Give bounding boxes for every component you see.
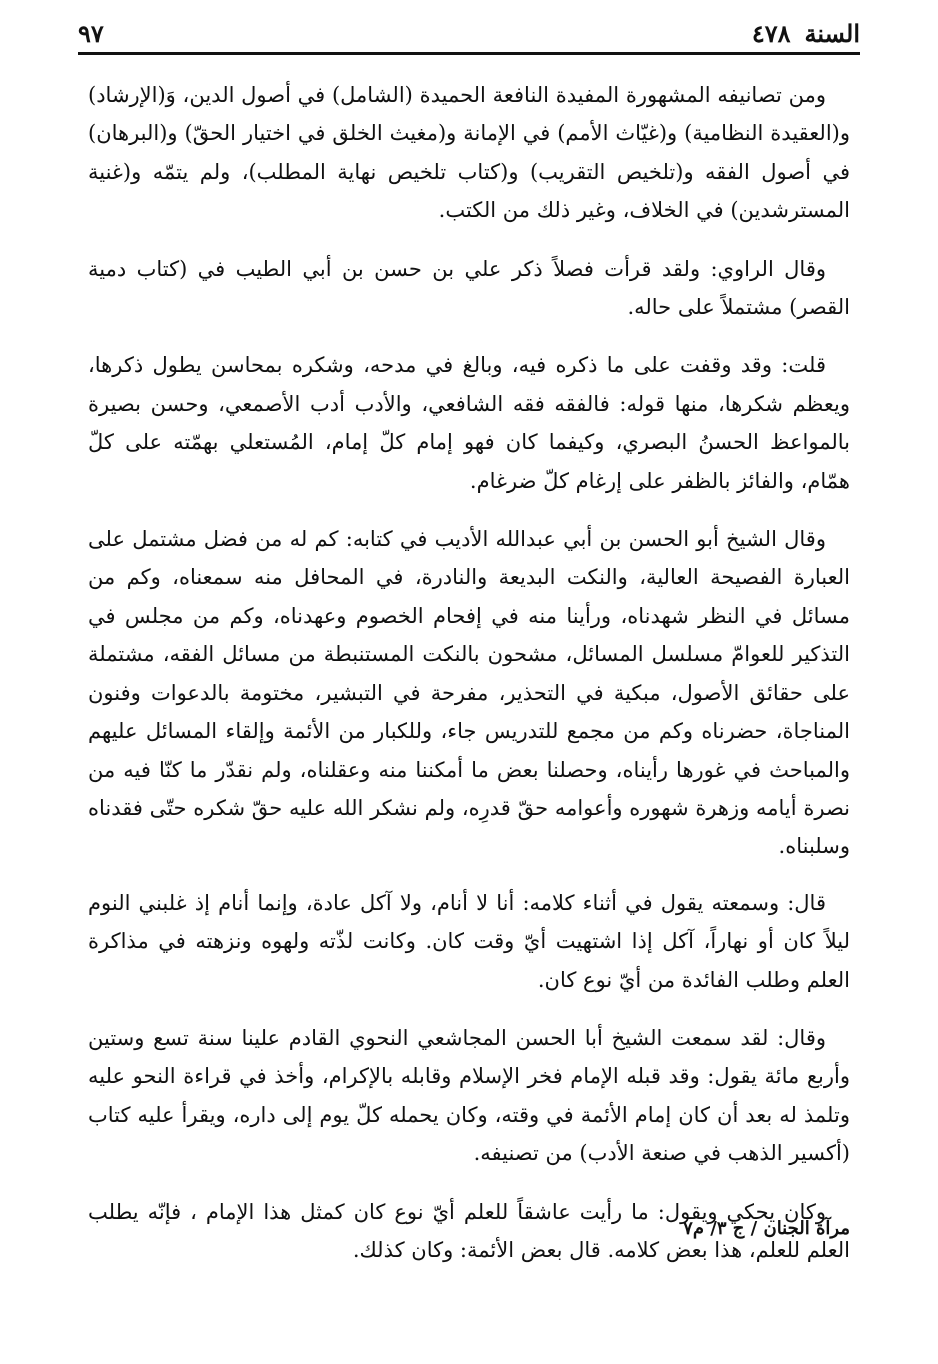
paragraph-abu-al-hasan: وقال الشيخ أبو الحسن بن أبي عبدالله الأديب في كتابه: كم له من فضل مشتمل على العبارة الفصيحة العالية، والنكت البديعة والنادرة، في المحافل منه سمعناه، وكم من مسائل في النظر شهدناه، ورأينا منه في إفحام الخصوم وعهدناه، وكم من مجلس في التذكير للعوامّ مسلسل المسائل، مشحون بالنكت المستنبطة من مسائل الفقه، مشتملة على حقائق الأصول، مبكية في التحذير، مفرحة في التبشير، مختومة بالدعوات وفنون المناجاة، حضرناه وكم من مجمع للتدريس جاء، وللكبار من الأئمة وإلقاء المسائل عليهم والمباحث في غورها رأيناه، وحصلنا بعض ما أمكننا منه وعقلناه، ولم نقدّر ما كنّا فيه من نصرة أيامه وزهرة شهوره وأعوامه حقّ قدرِه، ولم نشكر الله عليه حقّ شكره حتّى فقدناه وسلبناه. — [88, 527, 850, 859]
paragraph-mujashii: وقال: لقد سمعت الشيخ أبا الحسن المجاشعي النحوي القادم علينا سنة تسع وستين وأربع مائة يقول: وقد قبله الإمام فخر الإسلام وقابله بالإكرام، وأخذ في قراءة النحو عليه وتلمذ له بعد أن كان إمام الأئمة في وقته، وكان يحمله كلّ يوم إلى داره، ويقرأ عليه كتاب (أكسير الذهب في صنعة الأدب) من تصنيفه. — [88, 1025, 850, 1166]
paragraph-narrator: وقال الراوي: ولقد قرأت فصلاً ذكر علي بن حسن بن أبي الطيب في (كتاب دمية القصر) مشتملاً على حاله. — [88, 256, 850, 320]
running-title — [752, 19, 860, 48]
page-header — [78, 14, 860, 48]
body-text — [88, 76, 850, 1289]
year-label: ٤٧٨ — [751, 19, 791, 48]
paragraph-lover-of-knowledge: وكان يحكي ويقول: ما رأيت عاشقاً للعلم أيّ نوع كان كمثل هذا الإمام ، فإنّه يطلب العلم للعلم، هذا بعض كلامه. قال بعض الأئمة: وكان كذلك. — [88, 1199, 850, 1262]
paragraph-sleep-eat: قال: وسمعته يقول في أثناء كلامه: أنا لا أنام، ولا آكل عادة، وإنما أنام إذ غلبني النوم ليلاً كان أو نهاراً، آكل إذا اشتهيت أيّ وقت كان. وكانت لذّته ولهوه ونزهته في مذاكرة العلم وطلب الفائدة من أيّ نوع كان. — [88, 890, 850, 992]
page-number: ٩٧ — [78, 19, 104, 48]
footer-signature: مرآة الجنان / ج ٣/ م٧ — [683, 1218, 850, 1239]
paragraph-praise: قلت: وقد وقفت على ما ذكره فيه، وبالغ في مدحه، وشكره بمحاسن يطول ذكرها، ويعظم شكرها، منها قوله: فالفقه فقه الشافعي، والأدب أدب الأصمعي، وحسن بصيرة بالمواعظ الحسنُ البصري، وكيفما كان فهو إمام كلّ إمام، المُستعلي بهمّته على كلّ همّام، والفائز بالظفر على إرغام كلّ ضرغام. — [88, 353, 850, 493]
header-rule — [78, 52, 860, 55]
paragraph-works: ومن تصانيفه المشهورة المفيدة النافعة الحميدة (الشامل) في أصول الدين، وَ(الإرشاد) و(العقيدة النظامية) و(غيّاث الأمم) في الإمانة و(مغيث الخلق في اختيار الحقّ) و(البرهان) في أصول الفقه و(تلخيص التقريب) و(كتاب تلخيص نهاية المطلب)، ولم يتمّه و(غنية المسترشدين) في الخلاف، وغير ذلك من الكتب. — [88, 83, 850, 223]
section-label: السنة — [804, 19, 860, 48]
